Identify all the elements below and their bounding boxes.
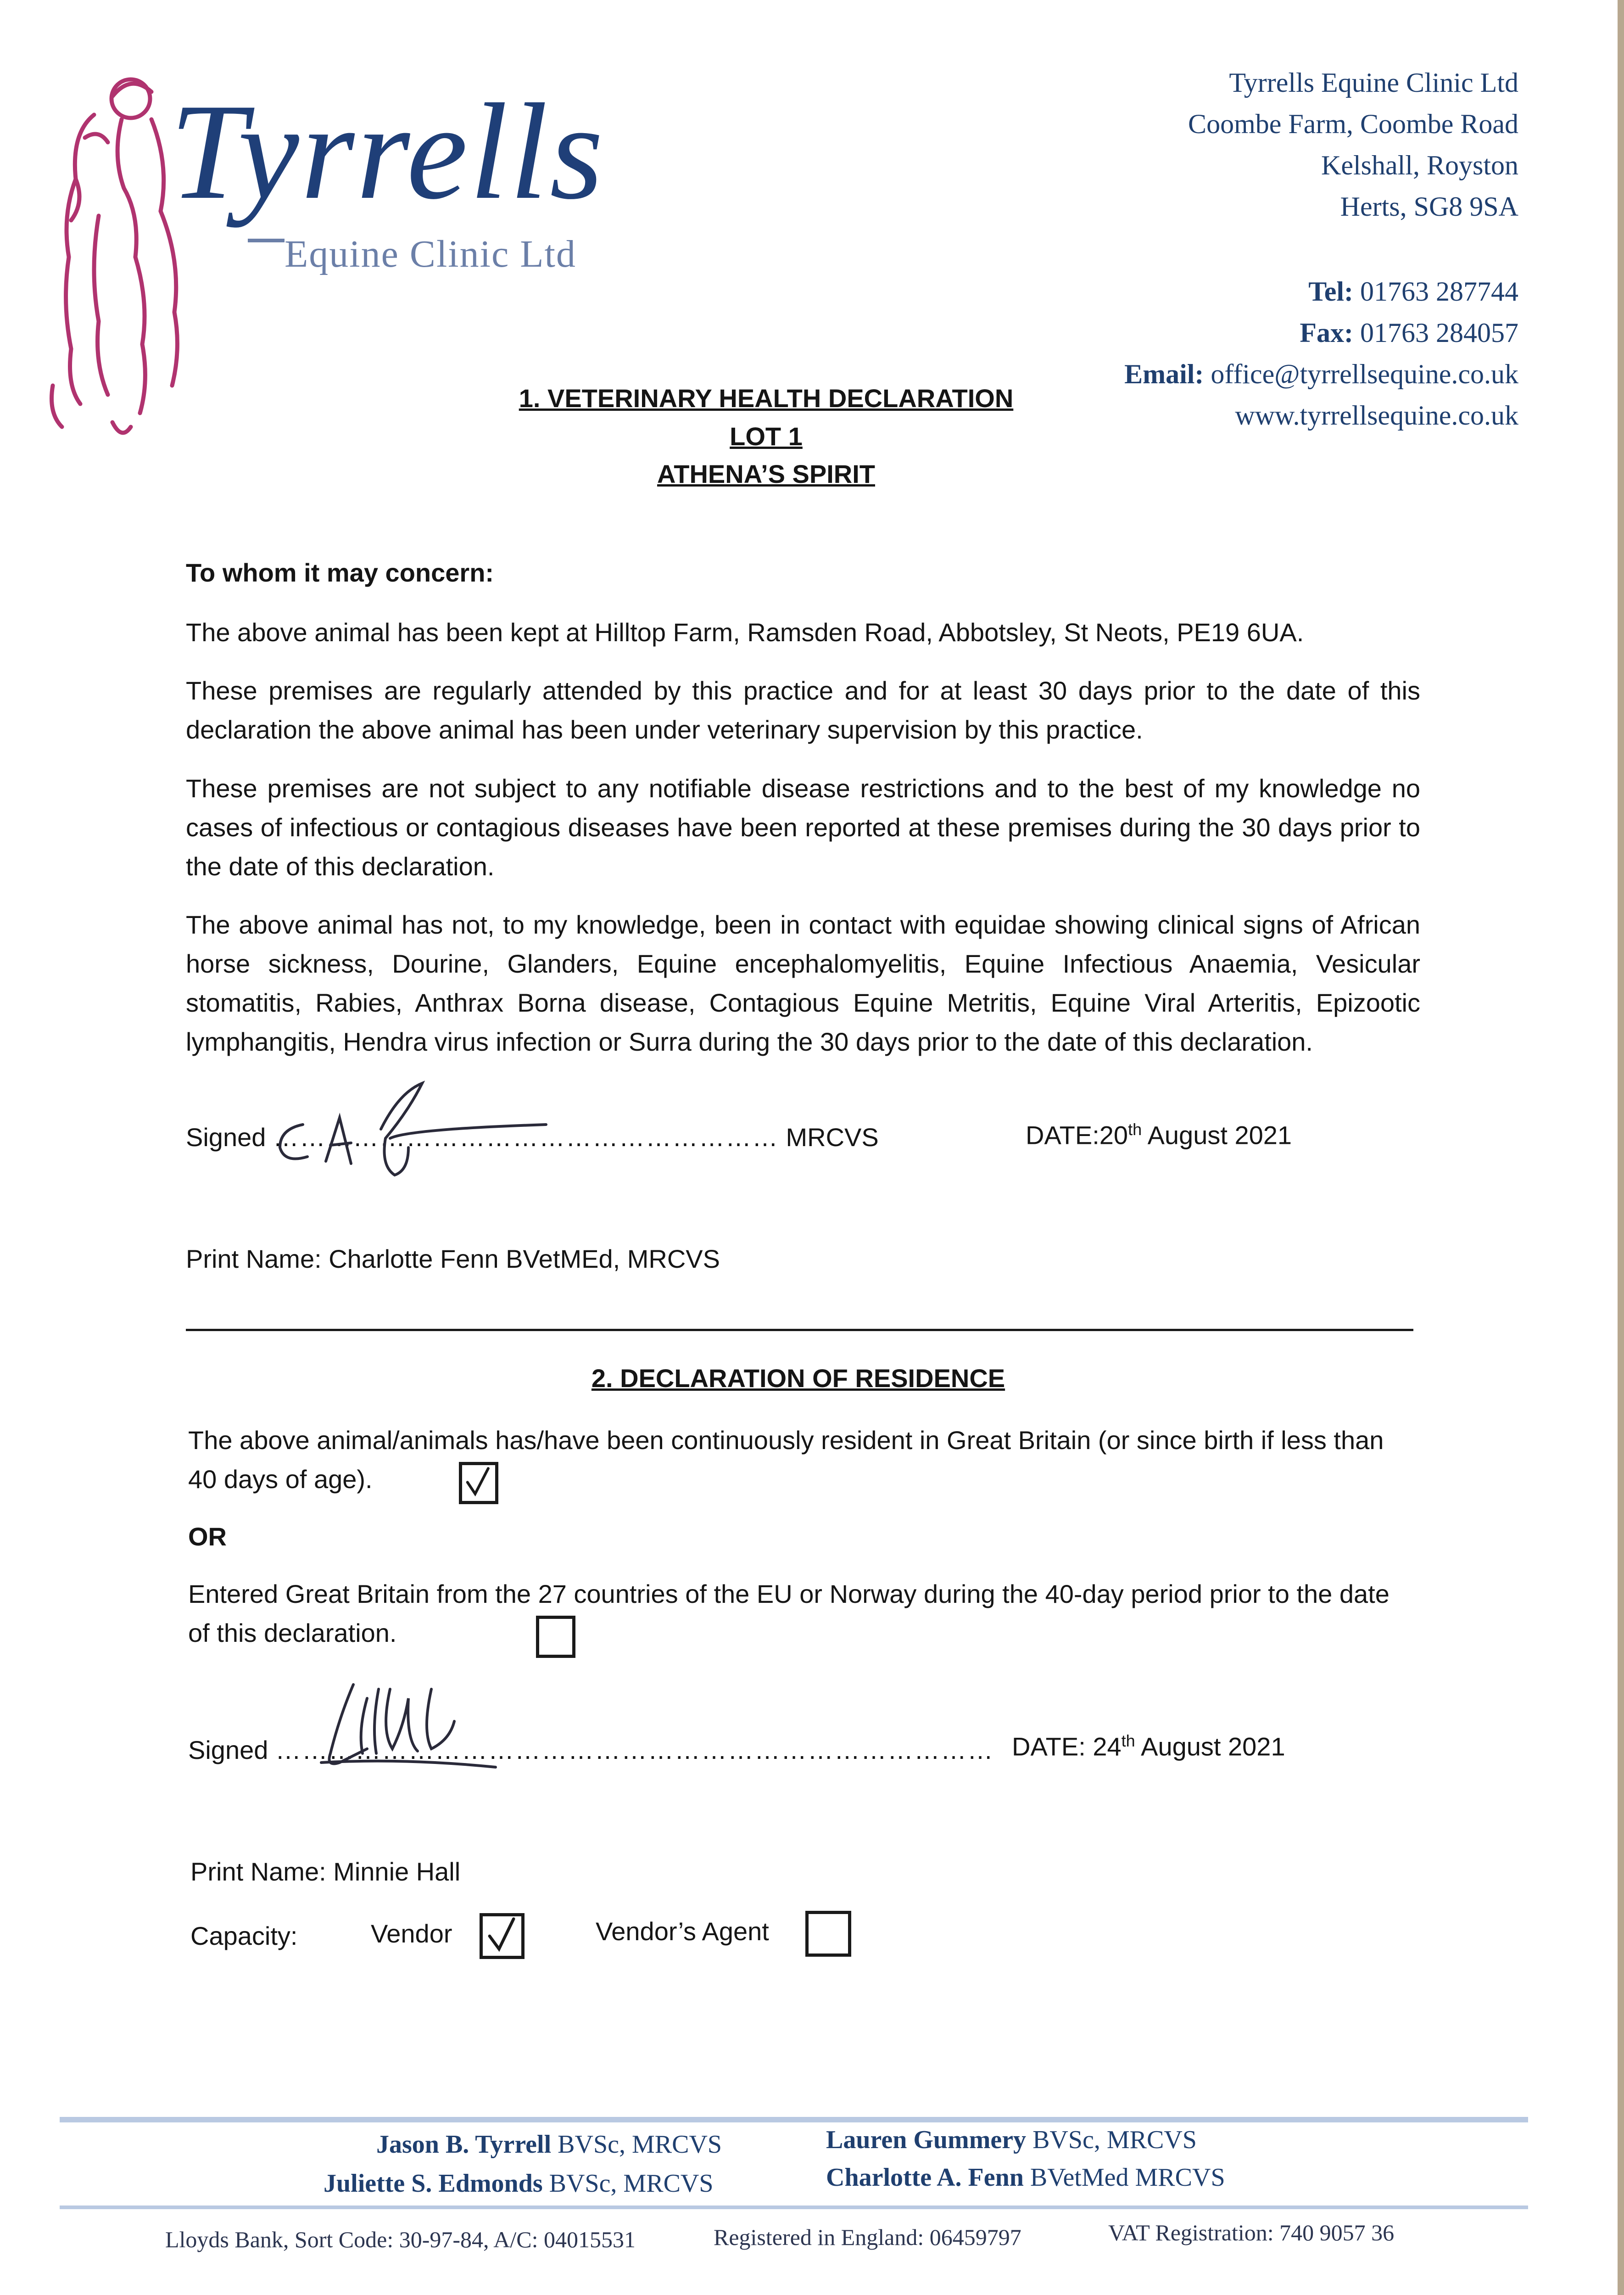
- logo-wordmark: Tyrrells: [170, 75, 605, 228]
- address-line: Kelshall, Royston: [1321, 150, 1518, 180]
- check-mark-icon: [462, 1465, 495, 1501]
- residence-option-1: The above animal/animals has/have been continuously resident in Great Britain (or since birth if less than 40 days of age).: [188, 1426, 1384, 1494]
- vendor-print-name: Print Name: Minnie Hall: [190, 1857, 461, 1886]
- vet-quals: BVSc, MRCVS: [549, 2169, 714, 2198]
- vendor-signature-image: [312, 1671, 523, 1776]
- residence-option-2: Entered Great Britain from the 27 countries of the EU or Norway during the 40-day period prior to the date of this declaration.: [188, 1579, 1390, 1648]
- footer-band-bottom: [60, 2205, 1528, 2209]
- date-day: 20: [1099, 1120, 1128, 1150]
- date-suffix: th: [1128, 1120, 1142, 1139]
- fax-label: Fax:: [1300, 318, 1353, 348]
- lot-number: LOT 1: [730, 422, 803, 451]
- fax-line: [1124, 312, 1518, 353]
- mrcvs-suffix: MRCVS: [786, 1123, 879, 1152]
- check-mark-icon: [483, 1916, 521, 1956]
- scan-edge: [1618, 0, 1624, 2295]
- vat-registration: VAT Registration: 740 9057 36: [1108, 2220, 1395, 2245]
- vendor-checkbox[interactable]: [480, 1913, 525, 1959]
- diseases-paragraph: The above animal has not, to my knowledge, been in contact with equidae showing clinical signs of African horse sickness, Dourine, Glanders, Equine encephalomyelitis, Equine Infectious Anaemia, Vesicular stomatitis, Rabies, Anthrax Borna disease, Contagious Equine Metritis, Equine Viral Arteritis, Epizootic lymphangitis, Hendra virus infection or Surra during the 30 days prior to the date of this declaration.: [186, 910, 1420, 1057]
- section1-title: 1. VETERINARY HEALTH DECLARATION: [519, 384, 1014, 413]
- tel-number: 01763 287744: [1360, 276, 1518, 307]
- signature-dots: ………………………………………………………………………: [275, 1735, 994, 1764]
- premises-paragraph: The above animal has been kept at Hilltop Farm, Ramsden Road, Abbotsley, St Neots, PE19 6UA.: [186, 618, 1304, 647]
- date-label: DATE:: [1026, 1120, 1099, 1150]
- address-line: Tyrrells Equine Clinic Ltd: [1229, 67, 1518, 98]
- vet-credit: [324, 2169, 714, 2198]
- vendor-date: [1012, 1731, 1285, 1762]
- horse-name: ATHENA’S SPIRIT: [657, 459, 875, 488]
- date-month-year: August 2021: [1135, 1732, 1285, 1761]
- vet-credit: [376, 2130, 722, 2159]
- signature-dots: …………………………………………………: [273, 1123, 779, 1152]
- clinic-address: [1188, 62, 1518, 227]
- vet-name: Lauren Gummery: [826, 2126, 1027, 2154]
- logo-subtitle: Equine Clinic Ltd: [285, 233, 576, 275]
- residence-option-1-checkbox[interactable]: [459, 1462, 498, 1504]
- tel-label: Tel:: [1308, 276, 1353, 307]
- address-line: Herts, SG8 9SA: [1340, 191, 1518, 222]
- vet-credit: [826, 2125, 1197, 2155]
- date-day: 24: [1093, 1732, 1122, 1761]
- vet-credit: [826, 2163, 1225, 2192]
- vet-quals: BVetMed MRCVS: [1030, 2163, 1225, 2192]
- tel-line: [1124, 271, 1518, 312]
- vet-name: Juliette S. Edmonds: [324, 2169, 543, 2198]
- company-registration: Registered in England: 06459797: [714, 2224, 1021, 2250]
- supervision-paragraph: These premises are regularly attended by this practice and for at least 30 days prior to the date of this declaration the above animal has been under veterinary supervision by this practice.: [186, 676, 1420, 744]
- vet-print-name: Print Name: Charlotte Fenn BVetMEd, MRCVS: [186, 1244, 720, 1273]
- email-label: Email:: [1124, 359, 1204, 389]
- vet-quals: BVSc, MRCVS: [1032, 2126, 1197, 2154]
- website-link[interactable]: www.tyrrellsequine.co.uk: [1235, 400, 1518, 431]
- footer-band-top: [60, 2117, 1528, 2122]
- vet-signature-image: [271, 1074, 555, 1184]
- or-separator: OR: [188, 1522, 227, 1551]
- vet-name: Charlotte A. Fenn: [826, 2163, 1024, 2192]
- logo-swoosh: [248, 239, 285, 242]
- residence-option-2-checkbox[interactable]: [536, 1616, 575, 1658]
- capacity-label: Capacity:: [190, 1921, 298, 1950]
- signed-label: Signed: [188, 1735, 268, 1764]
- date-month-year: August 2021: [1142, 1120, 1292, 1150]
- address-line: Coombe Farm, Coombe Road: [1188, 109, 1518, 139]
- section-divider: [186, 1329, 1413, 1331]
- salutation: To whom it may concern:: [186, 558, 494, 587]
- section2-title: 2. DECLARATION OF RESIDENCE: [591, 1364, 1005, 1393]
- vet-date: [1026, 1120, 1292, 1150]
- fax-number: 01763 284057: [1360, 318, 1518, 348]
- date-label: DATE:: [1012, 1732, 1093, 1761]
- vendor-agent-checkbox[interactable]: [805, 1911, 851, 1957]
- vet-name: Jason B. Tyrrell: [376, 2130, 552, 2159]
- restrictions-paragraph: These premises are not subject to any notifiable disease restrictions and to the best of my knowledge no cases of infectious or contagious diseases have been reported at these premises during the 30 days prior to the date of this declaration.: [186, 774, 1420, 881]
- email-link[interactable]: office@tyrrellsequine.co.uk: [1211, 359, 1518, 389]
- vendor-signature-line: [188, 1735, 994, 1765]
- vendor-label: Vendor: [371, 1919, 452, 1948]
- agent-label: Vendor’s Agent: [596, 1917, 769, 1946]
- vet-quals: BVSc, MRCVS: [558, 2130, 722, 2159]
- signed-label: Signed: [186, 1123, 266, 1152]
- date-suffix: th: [1121, 1731, 1135, 1750]
- bank-details: Lloyds Bank, Sort Code: 30-97-84, A/C: 04015531: [165, 2227, 636, 2252]
